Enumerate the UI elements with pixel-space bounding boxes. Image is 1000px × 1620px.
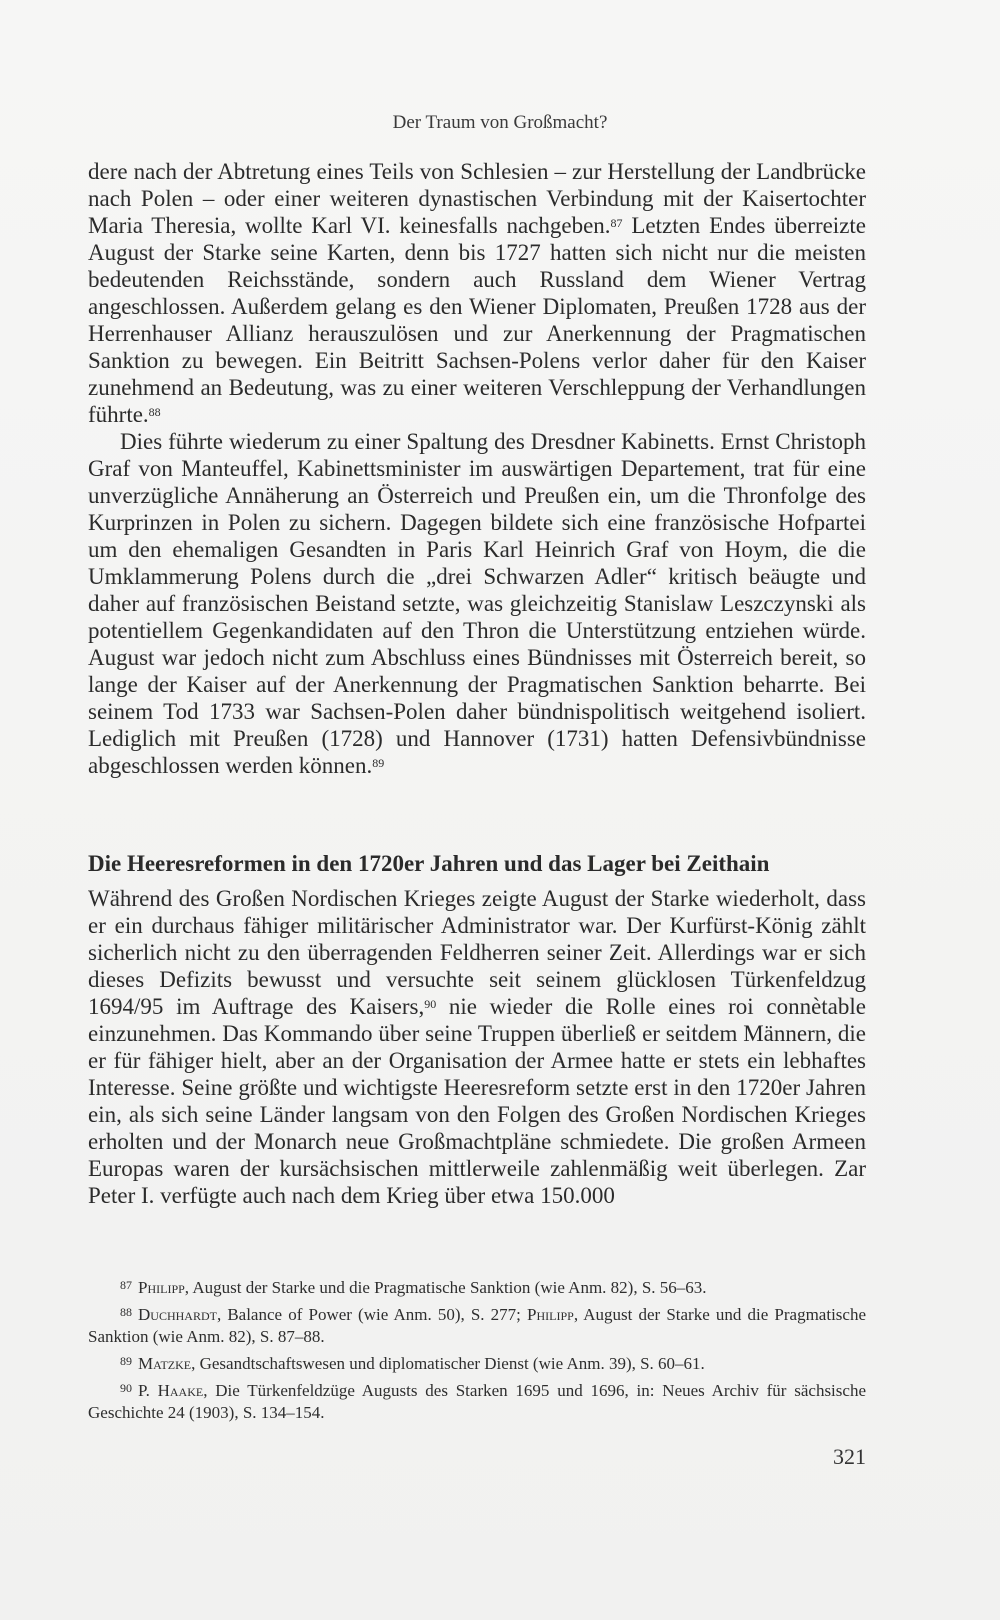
footnote bbox=[88, 1274, 866, 1299]
paragraph bbox=[88, 158, 866, 428]
footnote-ref[interactable]: 87 bbox=[610, 216, 623, 230]
footnote-text: , Gesandtschaftswesen und diplomatischer Dienst (wie Anm. 39), S. 60–61. bbox=[191, 1354, 705, 1373]
paragraph-text: Dies führte wiederum zu einer Spaltung des Dresdner Kabinetts. Ernst Christoph Graf von Manteuffel, Kabinettsminister im auswärtigen Departement, trat für eine unverzügliche Annäherung an Österreich und Preußen ein, um die Thronfolge des Kurprinzen in Polen zu sichern. Dagegen bildete sich eine französische Hofpartei um den ehemaligen Gesandten in Paris Karl Heinrich Graf von Hoym, die die Umklammerung Polens durch die „drei Schwarzen Adler“ kritisch beäugte und daher auf französischen Beistand setzte, was gleichzeitig Stanislaw Leszczynski als potentiellem Gegenkandidaten auf den Thron die Unterstützung entziehen würde. August war jedoch nicht zum Abschluss eines Bündnisses mit Österreich bereit, so lange der Kaiser auf der Anerkennung der Pragmatischen Sanktion beharrte. Bei seinem Tod 1733 war Sachsen-Polen daher bündnispolitisch weitgehend isoliert. Lediglich mit Preußen (1728) und Hannover (1731) hatten Defensivbündnisse abgeschlossen werden können. bbox=[88, 429, 866, 778]
section-heading: Die Heeresreformen in den 1720er Jahren und das Lager bei Zeithain bbox=[88, 851, 770, 876]
footnote-text: , Die Türkenfeldzüge Augusts des Starken 1695 und 1696, in: Neues Archiv für sächsische Geschichte 24 (1903), S. 134–154. bbox=[88, 1381, 866, 1422]
footnote-text: , Balance of Power (wie Anm. 50), S. 277; bbox=[216, 1305, 528, 1324]
section-body-text bbox=[88, 885, 866, 1209]
paragraph-text: nie wieder die Rolle eines roi connètable einzunehmen. Das Kommando über seine Truppen überließ er seitdem Männern, die er für fähiger hielt, aber an der Organisation der Armee hatte er stets ein lebhaftes Interesse. Seine größte und wichtigste Heeresreform setzte erst in den 1720er Jahren ein, als sich seine Länder langsam von den Folgen des Großen Nordischen Krieges erholten und der Monarch neue Großmachtpläne schmiedete. Die großen Armeen Europas waren der kursächsischen mittlerweile zahlenmäßig weit überlegen. Zar Peter I. verfügte auch nach dem Krieg über etwa 150.000 bbox=[88, 994, 866, 1208]
paragraph-text: Letzten Endes überreizte August der Starke seine Karten, denn bis 1727 hatten sich nicht nur die meisten bedeutenden Reichsstände, sondern auch Russland dem Wiener Vertrag angeschlossen. Außerdem gelang es den Wiener Diplomaten, Preußen 1728 aus der Herrenhauser Allianz herauszulösen und zur Anerkennung der Pragmatischen Sanktion zu bewegen. Ein Beitritt Sachsen-Polens verlor daher für den Kaiser zunehmend an Bedeutung, was zu einer weiteren Verschleppung der Verhandlungen führte. bbox=[88, 213, 867, 427]
footnotes bbox=[88, 1274, 866, 1426]
paragraph bbox=[88, 885, 866, 1209]
footnote-number: 88 bbox=[120, 1305, 132, 1319]
footnote-author: Haake bbox=[157, 1381, 204, 1400]
footnote bbox=[88, 1350, 866, 1375]
footnote-number: 87 bbox=[120, 1278, 132, 1292]
footnote bbox=[88, 1301, 866, 1348]
footnote bbox=[88, 1377, 866, 1424]
page-number: 321 bbox=[833, 1444, 866, 1469]
running-head: Der Traum von Großmacht? bbox=[392, 112, 608, 133]
footnote-ref[interactable]: 88 bbox=[148, 405, 161, 419]
footnote-text: , August der Starke und die Pragmatische Sanktion (wie Anm. 82), S. 56–63. bbox=[184, 1278, 707, 1297]
body-text bbox=[88, 158, 866, 779]
paragraph bbox=[88, 428, 866, 779]
footnote-ref[interactable]: 89 bbox=[372, 756, 385, 770]
footnote-ref[interactable]: 90 bbox=[424, 997, 437, 1011]
footnote-author: Philipp bbox=[138, 1278, 185, 1297]
footnote-number: 90 bbox=[120, 1381, 132, 1395]
footnote-prefix: P. bbox=[138, 1381, 158, 1400]
footnote-author: Duchhardt bbox=[138, 1305, 217, 1324]
paragraph-text: dere nach der Abtretung eines Teils von Schlesien – zur Herstellung der Landbrücke nach Polen – oder einer weiteren dynastischen Verbindung mit der Kaisertochter Maria Theresia, wollte Karl VI. keinesfalls nachgeben. bbox=[88, 159, 866, 238]
paragraph-text: Während des Großen Nordischen Krieges zeigte August der Starke wiederholt, dass er ein durchaus fähiger militärischer Administrator war. Der Kurfürst-König zählt sicherlich nicht zu den überragenden Feldherren seiner Zeit. Allerdings war er sich dieses Defizits bewusst und versuchte seit seinem glücklosen Türkenfeldzug 1694/95 im Auftrage des Kaisers, bbox=[88, 886, 866, 1019]
footnote-author: Matzke bbox=[138, 1354, 192, 1373]
footnote-author: Philipp bbox=[527, 1305, 574, 1324]
footnote-number: 89 bbox=[120, 1354, 132, 1368]
footnote-text: , August der Starke und die Pragmatische Sanktion (wie Anm. 82), S. 87–88. bbox=[88, 1305, 866, 1346]
